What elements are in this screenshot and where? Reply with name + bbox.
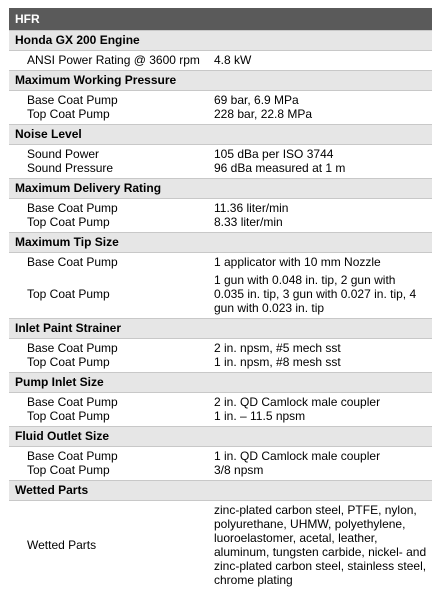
spec-value: 2 in. QD Camlock male coupler	[214, 395, 381, 409]
spec-value: 1 in. npsm, #8 mesh sst	[214, 355, 341, 369]
spec-row	[9, 51, 432, 70]
spec-row	[9, 447, 432, 463]
spec-value: zinc-plated carbon steel, PTFE, nylon, polyurethane, UHMW, polyethylene, luoroelastomer, acetal, leather, aluminum, tungsten carbide, nickel- and zinc-plated carbon steel, stainless steel, chrome plating	[214, 503, 427, 587]
spec-row	[9, 215, 432, 232]
section-fluid-outlet	[9, 426, 432, 480]
spec-label: Base Coat Pump	[27, 255, 118, 269]
spec-row	[9, 161, 432, 178]
section-heading: Pump Inlet Size	[9, 372, 432, 393]
spec-label: Base Coat Pump	[27, 449, 118, 463]
spec-value: 228 bar, 22.8 MPa	[214, 107, 313, 121]
section-engine	[9, 30, 432, 70]
section-inlet-strainer	[9, 318, 432, 372]
spec-label: Base Coat Pump	[27, 395, 118, 409]
spec-value: 1 gun with 0.048 in. tip, 2 gun with 0.035 in. tip, 3 gun with 0.027 in. tip, 4 gun with 0.023 in. tip	[214, 273, 417, 315]
spec-label: Top Coat Pump	[27, 215, 110, 229]
spec-row	[9, 393, 432, 409]
spec-value: 3/8 npsm	[214, 463, 264, 477]
section-wetted-parts	[9, 480, 432, 590]
spec-value: 1 applicator with 10 mm Nozzle	[214, 255, 381, 269]
section-delivery-rating	[9, 178, 432, 232]
spec-row	[9, 339, 432, 355]
spec-row	[9, 355, 432, 372]
section-heading: Maximum Tip Size	[9, 232, 432, 253]
spec-label: Top Coat Pump	[27, 409, 110, 423]
spec-row	[9, 199, 432, 215]
spec-value: 69 bar, 6.9 MPa	[214, 93, 299, 107]
spec-value: 4.8 kW	[214, 53, 252, 67]
section-pump-inlet	[9, 372, 432, 426]
section-working-pressure	[9, 70, 432, 124]
spec-table	[9, 8, 432, 590]
spec-label: Top Coat Pump	[27, 355, 110, 369]
table-title: HFR	[9, 8, 432, 30]
spec-label: Top Coat Pump	[27, 107, 110, 121]
spec-row	[9, 107, 432, 124]
section-heading: Maximum Working Pressure	[9, 70, 432, 91]
section-heading: Maximum Delivery Rating	[9, 178, 432, 199]
section-noise-level	[9, 124, 432, 178]
spec-label: ANSI Power Rating @ 3600 rpm	[27, 53, 200, 67]
spec-value: 1 in. QD Camlock male coupler	[214, 449, 381, 463]
spec-label: Top Coat Pump	[27, 287, 110, 301]
spec-label: Sound Power	[27, 147, 100, 161]
spec-value: 2 in. npsm, #5 mech sst	[214, 341, 341, 355]
spec-row	[9, 91, 432, 107]
section-heading: Fluid Outlet Size	[9, 426, 432, 447]
spec-row	[9, 145, 432, 161]
spec-label: Base Coat Pump	[27, 201, 118, 215]
spec-label: Wetted Parts	[27, 538, 97, 552]
spec-row	[9, 409, 432, 426]
spec-row	[9, 463, 432, 480]
spec-value: 1 in. – 11.5 npsm	[214, 409, 306, 423]
spec-value: 8.33 liter/min	[214, 215, 283, 229]
section-heading: Inlet Paint Strainer	[9, 318, 432, 339]
spec-value: 11.36 liter/min	[214, 201, 289, 215]
spec-row	[9, 253, 432, 273]
spec-label: Top Coat Pump	[27, 463, 110, 477]
section-heading: Wetted Parts	[9, 480, 432, 501]
spec-value: 105 dBa per ISO 3744	[214, 147, 334, 161]
spec-value: 96 dBa measured at 1 m	[214, 161, 346, 175]
spec-row	[9, 273, 432, 318]
spec-label: Base Coat Pump	[27, 341, 118, 355]
spec-label: Base Coat Pump	[27, 93, 118, 107]
section-heading: Noise Level	[9, 124, 432, 145]
section-tip-size	[9, 232, 432, 318]
section-heading: Honda GX 200 Engine	[9, 30, 432, 51]
spec-label: Sound Pressure	[27, 161, 114, 175]
